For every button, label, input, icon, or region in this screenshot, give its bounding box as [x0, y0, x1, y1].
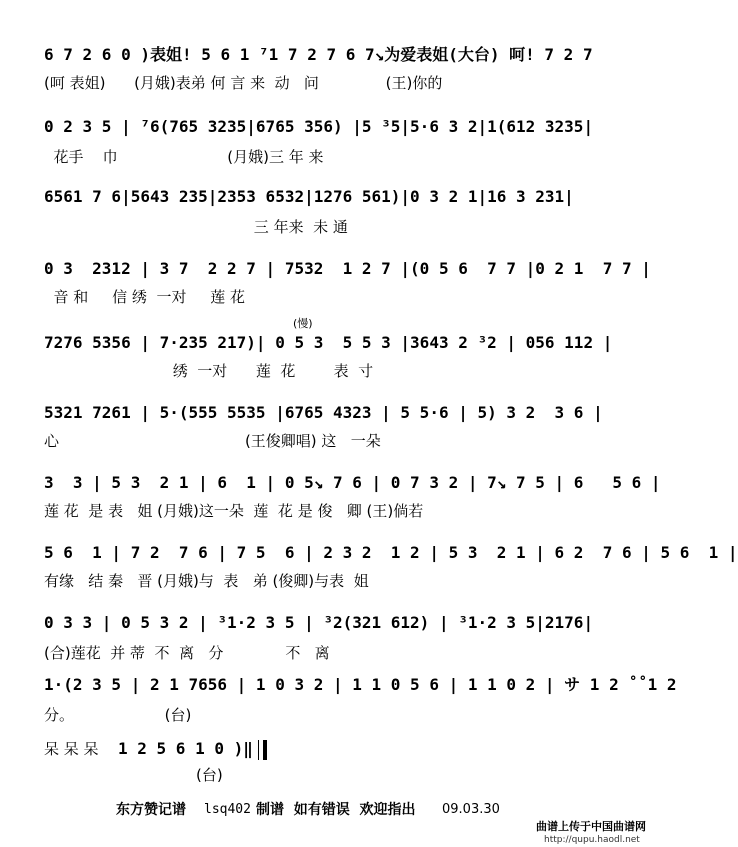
lyric-line-6: 心 (王俊卿唱) 这 一朵	[44, 432, 381, 450]
lyric-line-5: 绣 一对 莲 花 表 寸	[44, 362, 374, 380]
lyric-sub-11: (台)	[196, 766, 223, 784]
lyric-line-8: 有缘 结 秦 晋 (月娥)与 表 弟 (俊卿)与表 姐	[44, 572, 369, 590]
final-barline-thin	[258, 740, 259, 760]
notation-line-7: 3 3 | 5 3 2 1 | 6 1 | 0 5↘ 7 6 | 0 7 3 2 | 7↘ 7 5 | 6 5 6 |	[44, 473, 661, 492]
tempo-mark: (慢)	[293, 317, 313, 330]
lyric-line-4: 音 和 信 绣 一对 莲 花	[44, 288, 246, 306]
credit-transcriber: 东方赞记谱	[116, 802, 186, 818]
notation-line-1: 6 7 2 6 0 )表姐! 5 6 1 ⁷1 7 2 7 6 7↘为爱表姐(大台) 呵! 7 2 7	[44, 45, 593, 64]
credit-date: 09.03.30	[442, 802, 500, 817]
lyric-line-3: 三 年来 未 通	[44, 218, 348, 236]
credit-note: 制谱 如有错误 欢迎指出	[256, 802, 416, 818]
final-barline-thick	[263, 740, 267, 760]
notation-line-6: 5321 7261 | 5·(555 5535 |6765 4323 | 5 5·6 | 5) 3 2 3 6 |	[44, 403, 603, 422]
notation-line-9: 0 3 3 | 0 5 3 2 | ³1·2 3 5 | ³2(321 612) | ³1·2 3 5|2176|	[44, 613, 594, 632]
notation-line-5: 7276 5356 | 7·235 217)| 0 5 3 5 5 3 |3643 2 ³2 | 056 112 |	[44, 333, 613, 352]
lyric-line-9: (合)莲花 并 蒂 不 离 分 不 离	[44, 644, 330, 662]
credit-id: lsq402	[204, 802, 251, 817]
notation-line-3: 6561 7 6|5643 235|2353 6532|1276 561)|0 3 2 1|16 3 231|	[44, 187, 574, 206]
notation-line-10: 1·(2 3 5 | 2 1 7656 | 1 0 3 2 | 1 1 0 5 6 | 1 1 0 2 | サ 1 2 ̊ ̊ 1 2	[44, 675, 677, 694]
watermark-site-name: 曲谱上传于中国曲谱网	[536, 820, 646, 833]
lyric-line-1: (呵 表姐) (月娥)表弟 何 言 来 动 问 (王)你的	[44, 74, 443, 92]
lyric-line-7: 莲 花 是 表 姐 (月娥)这一朵 莲 花 是 俊 卿 (王)倘若	[44, 502, 424, 520]
notation-line-8: 5 6 1 | 7 2 7 6 | 7 5 6 | 2 3 2 1 2 | 5 3 2 1 | 6 2 7 6 | 5 6 1 |	[44, 543, 738, 562]
notation-line-4: 0 3 2312 | 3 7 2 2 7 | 7532 1 2 7 |(0 5 6 7 7 |0 2 1 7 7 |	[44, 259, 651, 278]
watermark-url: http://qupu.haodl.net	[544, 835, 640, 845]
lyric-line-11: 呆 呆 呆	[44, 740, 99, 758]
lyric-line-2: 花手 巾 (月娥)三 年 来	[44, 148, 324, 166]
notation-line-2: 0 2 3 5 | ⁷6(765 3235|6765 356) |5 ³5|5·6 3 2|1(612 3235|	[44, 117, 594, 136]
lyric-line-10: 分。 (台)	[44, 706, 192, 724]
notation-line-11: 1 2 5 6 1 0 )‖	[118, 739, 253, 758]
